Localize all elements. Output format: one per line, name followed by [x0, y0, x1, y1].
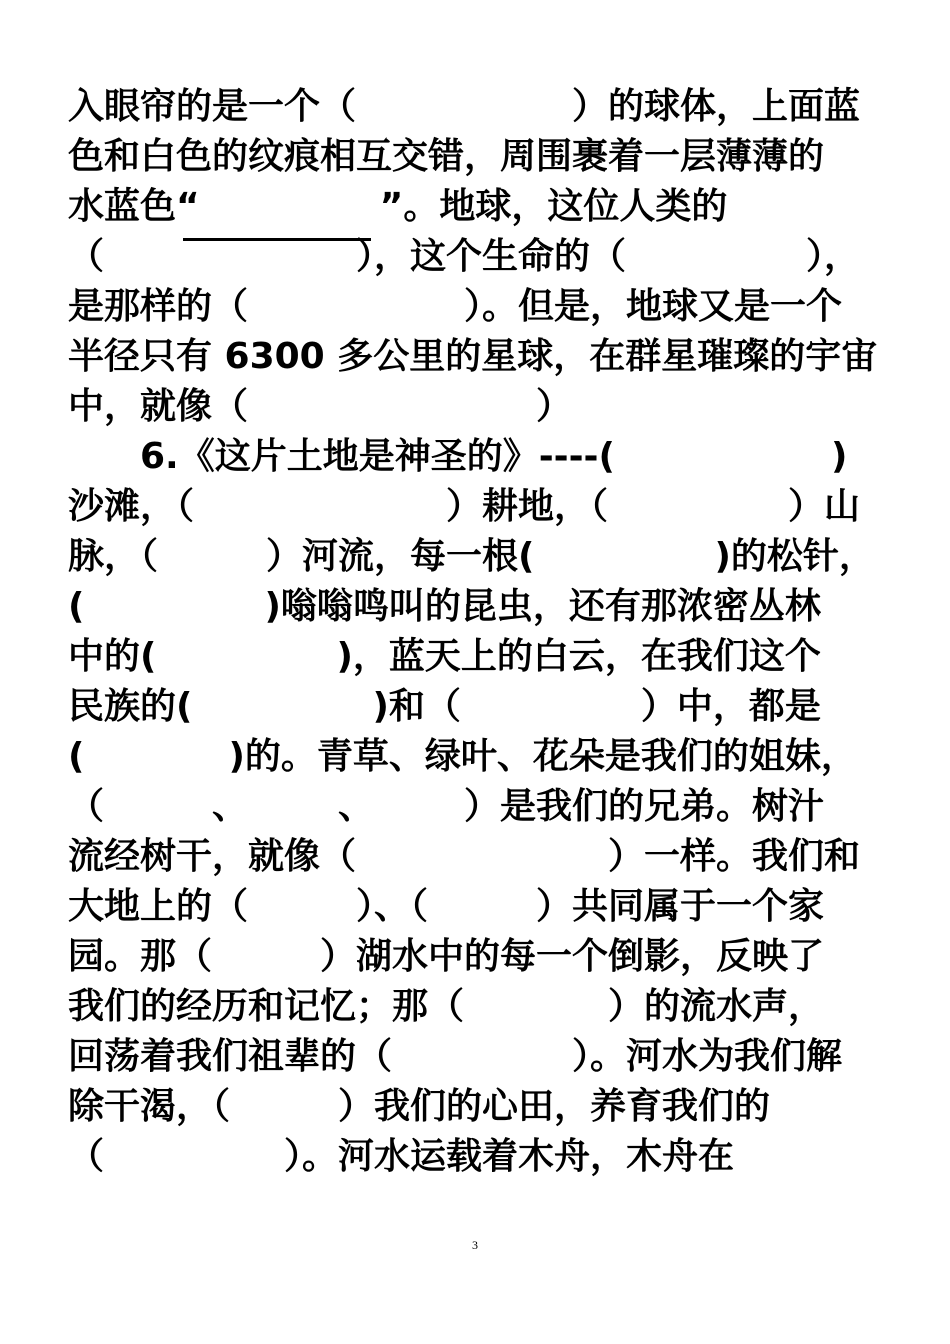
text-line-4: （ ），这个生命的（ ），	[68, 236, 861, 277]
text-line-21: 除干渴，（ ）我们的心田，养育我们的	[68, 1086, 771, 1127]
text-line-13: 民族的( )和（ ）中，都是	[68, 686, 821, 727]
page-number: 3	[472, 1238, 478, 1252]
text-line-22: （ ）。河水运载着木舟，木舟在	[68, 1136, 735, 1177]
text-line-5: 是那样的（ ）。但是，地球又是一个	[68, 286, 843, 327]
text-line-12: 中的( )，蓝天上的白云，在我们这个	[68, 636, 821, 677]
text-line-17: 大地上的（ ）、（ ）共同属于一个家	[68, 886, 825, 927]
text-line-9: 沙滩，（ ）耕地，（ ）山	[68, 486, 861, 527]
text-line-10: 脉，（ ）河流，每一根( )的松针，	[68, 536, 875, 577]
text-line-16: 流经树干，就像（ ）一样。我们和	[68, 836, 861, 877]
text-line-18: 园。那（ ）湖水中的每一个倒影，反映了	[68, 936, 825, 977]
text-line-2: 色和白色的纹痕相互交错，周围裹着一层薄薄的	[68, 136, 825, 177]
section-heading: 6.《这片土地是神圣的》----( )	[68, 436, 848, 477]
text-line-1: 入眼帘的是一个（ ）的球体，上面蓝	[68, 86, 861, 127]
text-line-7: 中，就像（ ）	[68, 386, 573, 427]
text-line-11: ( )嗡嗡鸣叫的昆虫，还有那浓密丛林	[68, 586, 821, 627]
text-line-6: 半径只有 6300 多公里的星球，在群星璀璨的宇宙	[68, 336, 878, 377]
text-line-3: 水蓝色“ ”。地球，这位人类的	[68, 186, 728, 227]
text-line-20: 回荡着我们祖辈的（ ）。河水为我们解	[68, 1036, 843, 1077]
text-line-14: ( )的。青草、绿叶、花朵是我们的姐妹，	[68, 736, 857, 777]
text-line-15: （ 、 、 ）是我们的兄弟。树汁	[68, 786, 825, 827]
text-line-19: 我们的经历和记忆；那（ ）的流水声，	[68, 986, 825, 1027]
